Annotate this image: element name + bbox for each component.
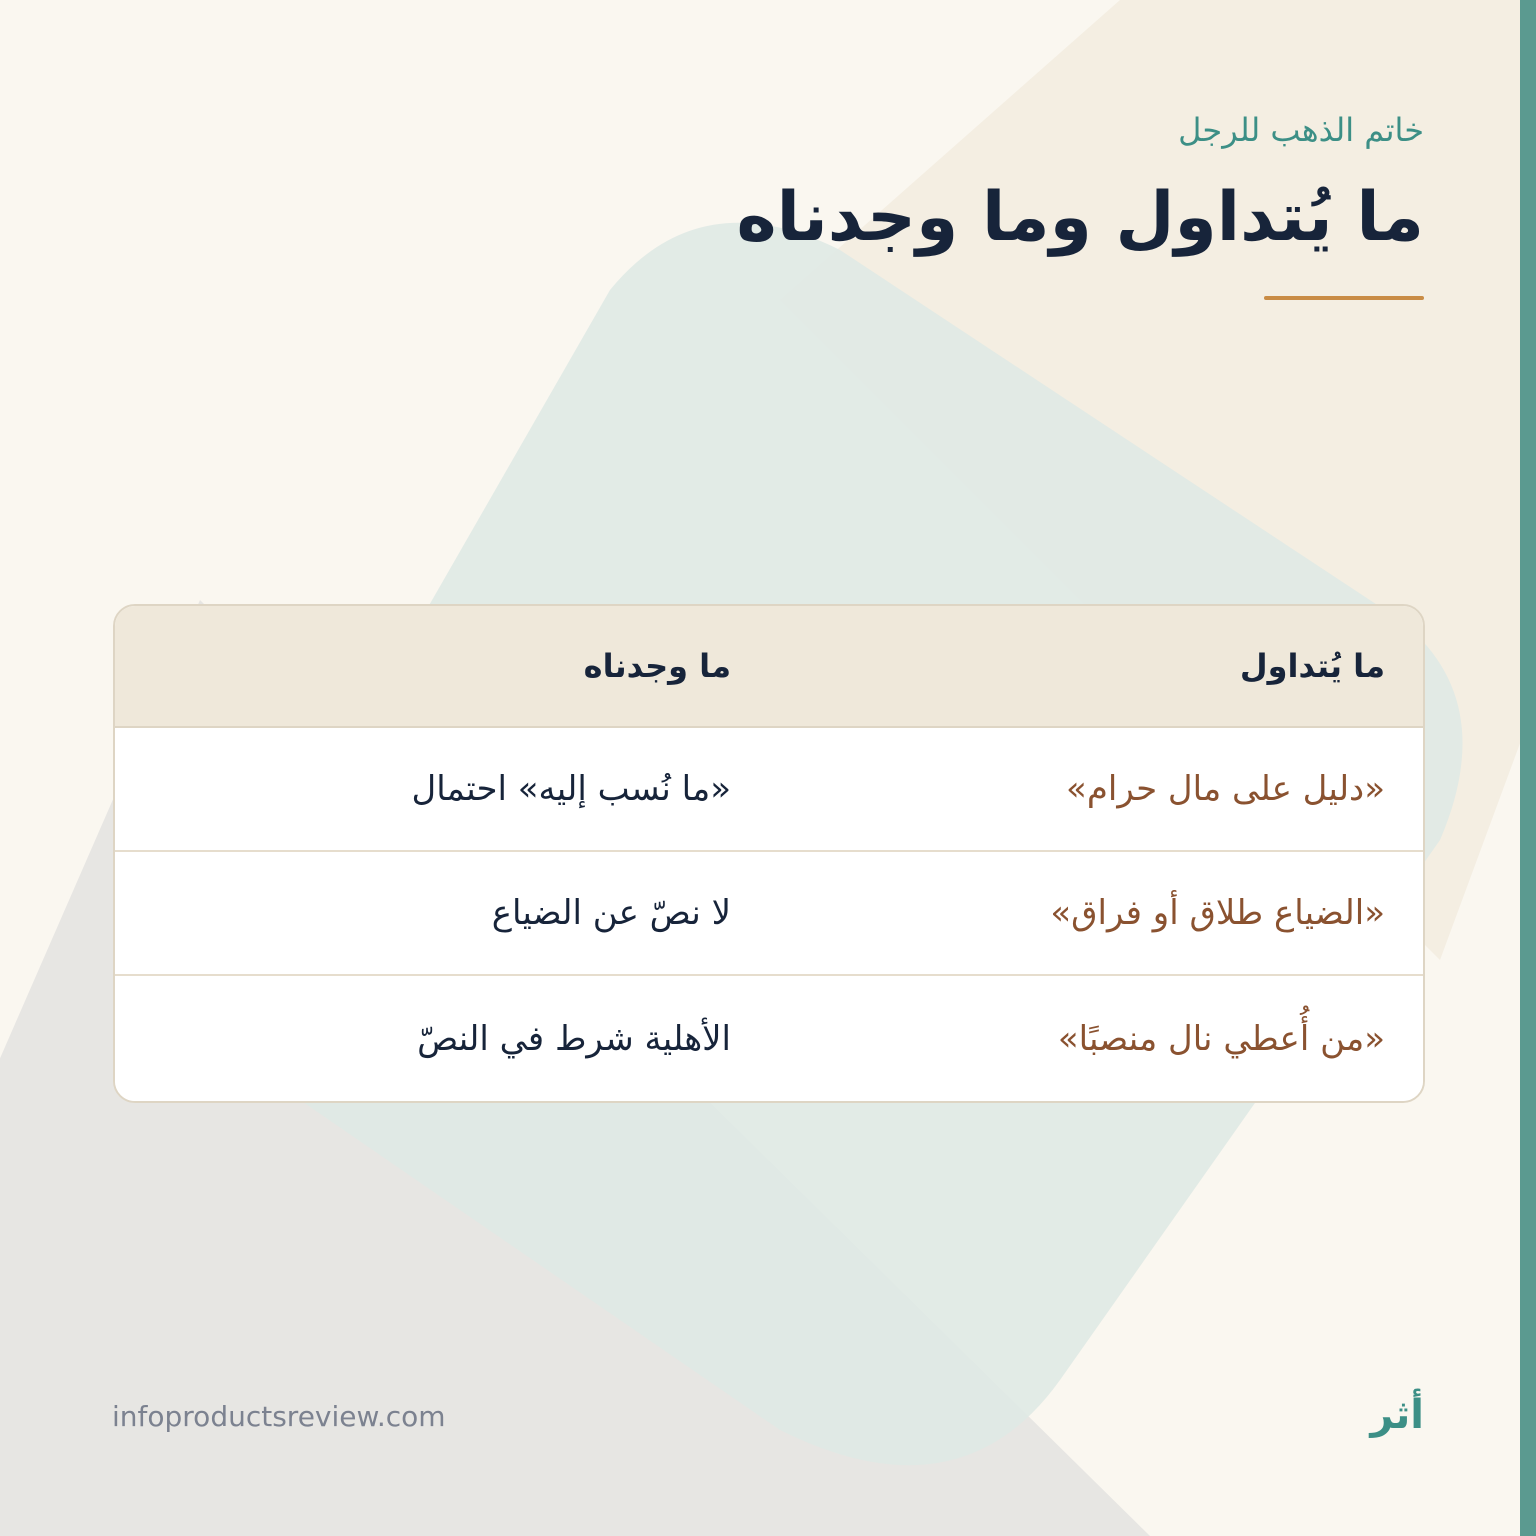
claim-cell: «دليل على مال حرام» [1066, 769, 1385, 809]
claim-cell: «من أُعطي نال منصبًا» [1057, 1018, 1385, 1059]
page-title: ما يُتداول وما وجدناه [736, 178, 1424, 257]
comparison-table [113, 604, 1425, 1103]
table-row [115, 976, 1423, 1101]
found-cell: «ما نُسب إليه» احتمال [411, 769, 731, 809]
table-row [115, 728, 1423, 852]
found-cell: الأهلية شرط في النصّ [417, 1018, 731, 1059]
title-underline [1264, 296, 1424, 300]
column-header-found: ما وجدناه [583, 647, 731, 685]
column-header-claim: ما يُتداول [1239, 647, 1385, 685]
footer-url: infoproductsreview.com [112, 1400, 446, 1433]
page-subtitle: خاتم الذهب للرجل [1178, 111, 1424, 149]
brand-logo: أثر [1370, 1392, 1424, 1438]
table-header-row [115, 606, 1423, 728]
right-accent-bar [1520, 0, 1536, 1536]
found-cell: لا نصّ عن الضياع [491, 893, 731, 933]
page-header [524, 100, 1424, 300]
table-row [115, 852, 1423, 976]
claim-cell: «الضياع طلاق أو فراق» [1050, 893, 1385, 933]
